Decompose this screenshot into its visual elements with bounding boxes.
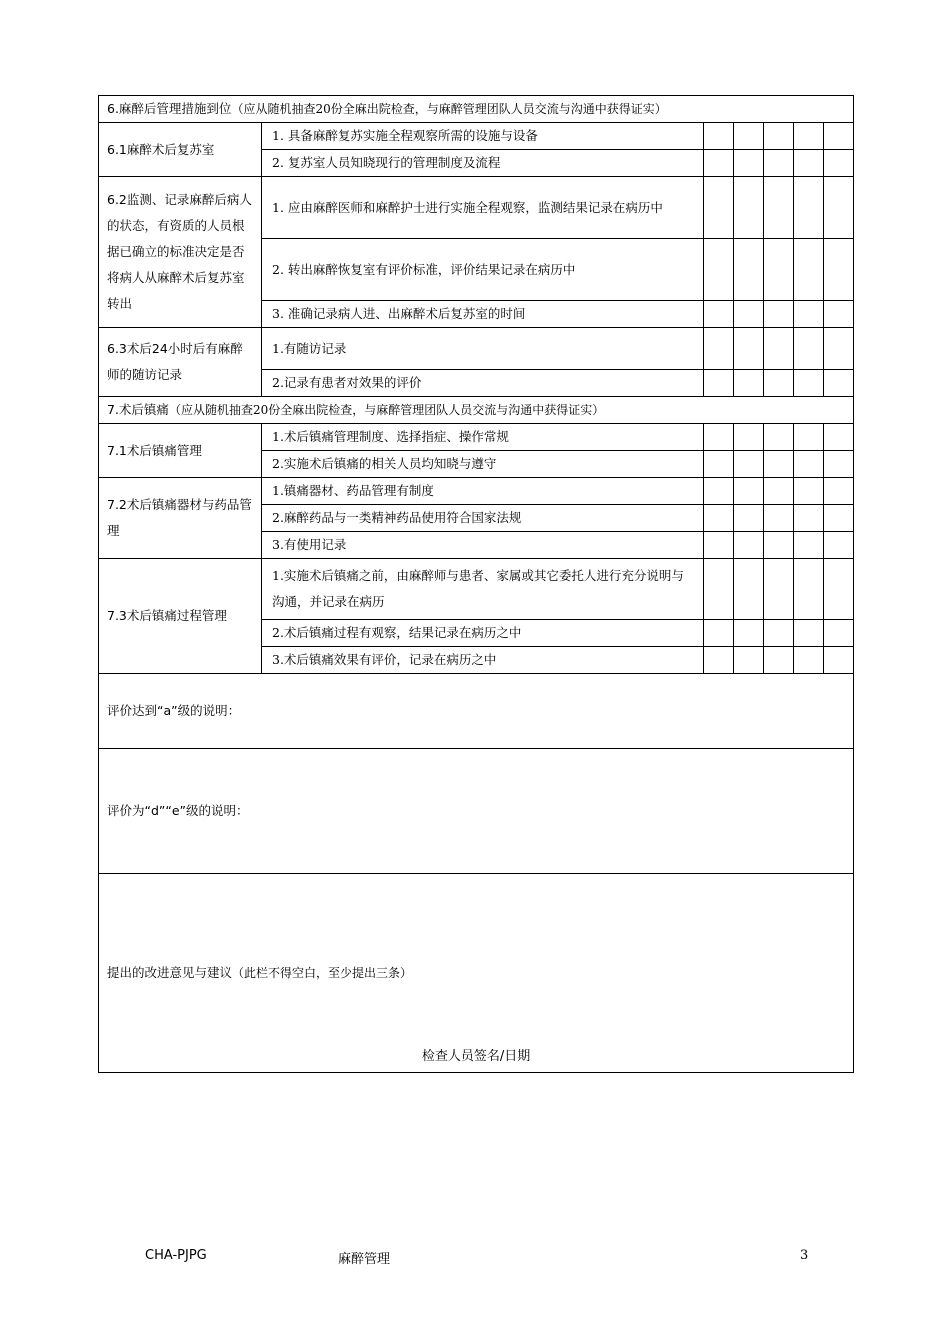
grade-cell[interactable] bbox=[734, 478, 764, 505]
grade-cell[interactable] bbox=[794, 451, 824, 478]
de-level-label: 评价为“d”“e”级的说明： bbox=[107, 803, 249, 818]
grade-cell[interactable] bbox=[824, 370, 854, 397]
grade-cell[interactable] bbox=[764, 177, 794, 239]
grade-cell[interactable] bbox=[764, 478, 794, 505]
table-row bbox=[99, 424, 854, 451]
section-heading: 6.麻醉后管理措施到位 bbox=[107, 101, 232, 116]
grade-cell[interactable] bbox=[734, 370, 764, 397]
grade-cell[interactable] bbox=[794, 123, 824, 150]
section-note: （应从随机抽查20份全麻出院检查，与麻醉管理团队人员交流与沟通中获得证实） bbox=[168, 403, 605, 417]
evaluation-table bbox=[98, 95, 854, 1073]
grade-cell[interactable] bbox=[764, 559, 794, 620]
grade-cell[interactable] bbox=[824, 532, 854, 559]
item-label: 7.1术后镇痛管理 bbox=[99, 424, 262, 478]
grade-cell[interactable] bbox=[704, 370, 734, 397]
grade-cell[interactable] bbox=[764, 505, 794, 532]
a-level-notes-row bbox=[99, 674, 854, 749]
grade-cell[interactable] bbox=[824, 150, 854, 177]
grade-cell[interactable] bbox=[764, 239, 794, 301]
criteria-item: 3.有使用记录 bbox=[262, 532, 704, 559]
item-label: 6.2监测、记录麻醉后病人的状态，有资质的人员根据已确立的标准决定是否将病人从麻醉术后复苏室转出 bbox=[99, 177, 262, 328]
grade-cell[interactable] bbox=[794, 370, 824, 397]
de-level-notes[interactable] bbox=[99, 749, 854, 874]
item-label: 7.3术后镇痛过程管理 bbox=[99, 559, 262, 674]
grade-cell[interactable] bbox=[794, 301, 824, 328]
grade-cell[interactable] bbox=[794, 424, 824, 451]
grade-cell[interactable] bbox=[794, 620, 824, 647]
grade-cell[interactable] bbox=[704, 177, 734, 239]
grade-cell[interactable] bbox=[794, 239, 824, 301]
grade-cell[interactable] bbox=[794, 177, 824, 239]
de-level-notes-row bbox=[99, 749, 854, 874]
suggestions-note: （此栏不得空白，至少提出三条） bbox=[232, 966, 413, 980]
suggestions-box[interactable] bbox=[99, 874, 854, 1073]
grade-cell[interactable] bbox=[764, 301, 794, 328]
criteria-item: 1. 具备麻醉复苏实施全程观察所需的设施与设备 bbox=[262, 123, 704, 150]
grade-cell[interactable] bbox=[794, 505, 824, 532]
grade-cell[interactable] bbox=[794, 150, 824, 177]
section-header-row bbox=[99, 397, 854, 424]
section-header-row bbox=[99, 96, 854, 123]
item-label: 6.1麻醉术后复苏室 bbox=[99, 123, 262, 177]
table-row bbox=[99, 123, 854, 150]
signature-label: 检查人员签名/日期 bbox=[421, 1049, 531, 1064]
grade-cell[interactable] bbox=[704, 559, 734, 620]
grade-cell[interactable] bbox=[764, 532, 794, 559]
grade-cell[interactable] bbox=[734, 239, 764, 301]
grade-cell[interactable] bbox=[764, 150, 794, 177]
grade-cell[interactable] bbox=[794, 559, 824, 620]
suggestions-label: 提出的改进意见与建议 bbox=[107, 965, 233, 980]
grade-cell[interactable] bbox=[704, 150, 734, 177]
grade-cell[interactable] bbox=[794, 647, 824, 674]
a-level-label: 评价达到“a”级的说明： bbox=[107, 703, 241, 718]
grade-cell[interactable] bbox=[704, 123, 734, 150]
criteria-item: 3. 准确记录病人进、出麻醉术后复苏室的时间 bbox=[262, 301, 704, 328]
section-note: （应从随机抽查20份全麻出院检查，与麻醉管理团队人员交流与沟通中获得证实） bbox=[231, 102, 667, 116]
grade-cell[interactable] bbox=[794, 478, 824, 505]
grade-cell[interactable] bbox=[764, 123, 794, 150]
grade-cell[interactable] bbox=[794, 328, 824, 370]
criteria-item: 1.镇痛器材、药品管理有制度 bbox=[262, 478, 704, 505]
grade-cell[interactable] bbox=[734, 424, 764, 451]
criteria-item: 1.实施术后镇痛之前，由麻醉师与患者、家属或其它委托人进行充分说明与沟通，并记录在病历 bbox=[262, 559, 704, 620]
grade-cell[interactable] bbox=[704, 424, 734, 451]
grade-cell[interactable] bbox=[734, 328, 764, 370]
criteria-item: 2.记录有患者对效果的评价 bbox=[262, 370, 704, 397]
criteria-item: 2.术后镇痛过程有观察，结果记录在病历之中 bbox=[262, 620, 704, 647]
grade-cell[interactable] bbox=[824, 328, 854, 370]
grade-cell[interactable] bbox=[764, 328, 794, 370]
grade-cell[interactable] bbox=[734, 177, 764, 239]
table-row bbox=[99, 177, 854, 239]
section-heading: 7.术后镇痛 bbox=[107, 402, 169, 417]
grade-cell[interactable] bbox=[764, 451, 794, 478]
grade-cell[interactable] bbox=[824, 424, 854, 451]
grade-cell[interactable] bbox=[734, 620, 764, 647]
grade-cell[interactable] bbox=[824, 647, 854, 674]
footer-code: CHA-PJPG bbox=[145, 1248, 207, 1263]
grade-cell[interactable] bbox=[824, 505, 854, 532]
grade-cell[interactable] bbox=[824, 451, 854, 478]
page-number: 3 bbox=[800, 1248, 809, 1263]
criteria-item: 1.有随访记录 bbox=[262, 328, 704, 370]
grade-cell[interactable] bbox=[734, 505, 764, 532]
criteria-item: 3.术后镇痛效果有评价，记录在病历之中 bbox=[262, 647, 704, 674]
grade-cell[interactable] bbox=[764, 424, 794, 451]
grade-cell[interactable] bbox=[824, 123, 854, 150]
footer-title: 麻醉管理 bbox=[338, 1252, 391, 1267]
criteria-item: 1.术后镇痛管理制度、选择指症、操作常规 bbox=[262, 424, 704, 451]
grade-cell[interactable] bbox=[734, 150, 764, 177]
grade-cell[interactable] bbox=[824, 177, 854, 239]
suggestions-row bbox=[99, 874, 854, 1073]
grade-cell[interactable] bbox=[734, 532, 764, 559]
grade-cell[interactable] bbox=[734, 559, 764, 620]
grade-cell[interactable] bbox=[794, 532, 824, 559]
grade-cell[interactable] bbox=[764, 647, 794, 674]
grade-cell[interactable] bbox=[704, 505, 734, 532]
criteria-item: 2.实施术后镇痛的相关人员均知晓与遵守 bbox=[262, 451, 704, 478]
criteria-item: 2. 复苏室人员知晓现行的管理制度及流程 bbox=[262, 150, 704, 177]
a-level-notes[interactable] bbox=[99, 674, 854, 749]
grade-cell[interactable] bbox=[824, 559, 854, 620]
grade-cell[interactable] bbox=[704, 239, 734, 301]
grade-cell[interactable] bbox=[824, 620, 854, 647]
grade-cell[interactable] bbox=[704, 532, 734, 559]
table-row bbox=[99, 328, 854, 370]
grade-cell[interactable] bbox=[734, 123, 764, 150]
table-row bbox=[99, 559, 854, 620]
grade-cell[interactable] bbox=[824, 301, 854, 328]
grade-cell[interactable] bbox=[704, 478, 734, 505]
criteria-item: 2. 转出麻醉恢复室有评价标准，评价结果记录在病历中 bbox=[262, 239, 704, 301]
grade-cell[interactable] bbox=[734, 647, 764, 674]
grade-cell[interactable] bbox=[704, 451, 734, 478]
grade-cell[interactable] bbox=[704, 301, 734, 328]
grade-cell[interactable] bbox=[704, 620, 734, 647]
criteria-item: 1. 应由麻醉医师和麻醉护士进行实施全程观察，监测结果记录在病历中 bbox=[262, 177, 704, 239]
grade-cell[interactable] bbox=[764, 370, 794, 397]
grade-cell[interactable] bbox=[764, 620, 794, 647]
grade-cell[interactable] bbox=[734, 301, 764, 328]
table-row bbox=[99, 478, 854, 505]
grade-cell[interactable] bbox=[734, 451, 764, 478]
item-label: 7.2术后镇痛器材与药品管理 bbox=[99, 478, 262, 559]
grade-cell[interactable] bbox=[704, 647, 734, 674]
grade-cell[interactable] bbox=[824, 478, 854, 505]
grade-cell[interactable] bbox=[704, 328, 734, 370]
criteria-item: 2.麻醉药品与一类精神药品使用符合国家法规 bbox=[262, 505, 704, 532]
item-label: 6.3术后24小时后有麻醉师的随访记录 bbox=[99, 328, 262, 397]
grade-cell[interactable] bbox=[824, 239, 854, 301]
